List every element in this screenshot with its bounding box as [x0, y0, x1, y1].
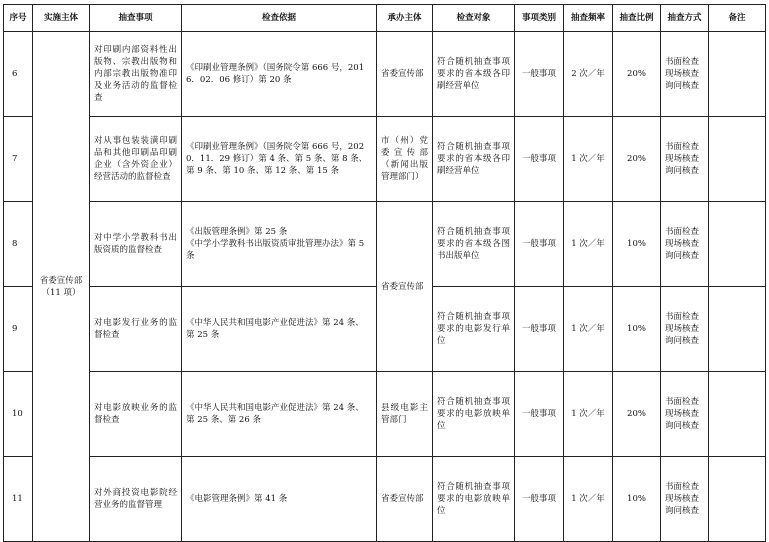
row-frequency: 1 次／年 [564, 117, 613, 202]
row-basis: 《印刷业管理条例》（国务院令第 666 号，2016．02．06 修订）第 20 条 [182, 32, 377, 117]
row-target: 符合随机抽查事项要求的省本级各印刷经营单位 [433, 32, 515, 117]
row-category: 一般事项 [515, 372, 564, 457]
header-item: 抽查事项 [90, 5, 182, 32]
header-no: 序号 [4, 5, 33, 32]
row-no: 6 [4, 32, 33, 117]
table-row [4, 32, 766, 117]
row-frequency: 2 次／年 [564, 32, 613, 117]
row-item: 对电影放映业务的监督检查 [90, 372, 182, 457]
header-implementing-body: 实施主体 [33, 5, 90, 32]
row-ratio: 20% [613, 372, 661, 457]
header-target: 检查对象 [433, 5, 515, 32]
row-item: 对从事包装装潢印刷品和其他印刷品印刷企业（含外资企业）经营活动的监督检查 [90, 117, 182, 202]
row-frequency: 1 次／年 [564, 457, 613, 542]
row-target: 符合随机抽查事项要求的省本级各印刷经营单位 [433, 117, 515, 202]
table-row [4, 117, 766, 202]
row-category: 一般事项 [515, 287, 564, 372]
row-note [709, 202, 766, 287]
table-row [4, 202, 766, 287]
row-item: 对外商投资电影院经营业务的监督管理 [90, 457, 182, 542]
row-item: 对印刷内部资料性出版物、宗教出版物和内部宗教出版物准印及业务活动的监督检查 [90, 32, 182, 117]
inspection-table [3, 4, 766, 542]
row-method: 书面检查 现场核查 询问核查 [661, 372, 709, 457]
row-category: 一般事项 [515, 32, 564, 117]
row-method: 书面检查 现场核查 询问核查 [661, 457, 709, 542]
merged-organizer-cell: 省委宣传部 [377, 202, 433, 372]
row-organizer: 省委宣传部 [377, 457, 433, 542]
row-target: 符合随机抽查事项要求的电影放映单位 [433, 372, 515, 457]
header-ratio: 抽查比例 [613, 5, 661, 32]
row-item: 对电影发行业务的监督检查 [90, 287, 182, 372]
row-category: 一般事项 [515, 202, 564, 287]
row-method: 书面检查 现场核查 询问核查 [661, 117, 709, 202]
row-method: 书面检查 现场核查 询问核查 [661, 32, 709, 117]
row-ratio: 10% [613, 202, 661, 287]
header-row [4, 5, 766, 32]
row-method: 书面检查 现场核查 询问核查 [661, 202, 709, 287]
row-no: 9 [4, 287, 33, 372]
row-no: 10 [4, 372, 33, 457]
row-no: 8 [4, 202, 33, 287]
row-note [709, 32, 766, 117]
row-target: 符合随机抽查事项要求的电影发行单位 [433, 287, 515, 372]
row-basis: 《电影管理条例》第 41 条 [182, 457, 377, 542]
header-basis: 检查依据 [182, 5, 377, 32]
row-basis: 《出版管理条例》第 25 条 《中学小学教科书出版资质审批管理办法》第 5 条 [182, 202, 377, 287]
row-note [709, 287, 766, 372]
row-frequency: 1 次／年 [564, 287, 613, 372]
header-category: 事项类别 [515, 5, 564, 32]
row-ratio: 20% [613, 32, 661, 117]
header-organizer: 承办主体 [377, 5, 433, 32]
row-method: 书面检查 现场核查 询问核查 [661, 287, 709, 372]
row-ratio: 20% [613, 117, 661, 202]
row-category: 一般事项 [515, 457, 564, 542]
header-note: 备注 [709, 5, 766, 32]
row-category: 一般事项 [515, 117, 564, 202]
row-basis: 《中华人民共和国电影产业促进法》第 24 条、第 25 条 [182, 287, 377, 372]
row-basis: 《中华人民共和国电影产业促进法》第 24 条、第 25 条、第 26 条 [182, 372, 377, 457]
row-note [709, 117, 766, 202]
row-basis: 《印刷业管理条例》（国务院令第 666 号，2020．11．29 修订）第 4 条、第 5 条、第 8 条、第 9 条、第 10 条、第 12 条、第 15 条 [182, 117, 377, 202]
inspection-table-wrapper [3, 4, 766, 542]
row-organizer: 市（州）党委宣传部（新闻出版管理部门） [377, 117, 433, 202]
implementing-body-cell: 省委宣传部 （11 项） [33, 32, 90, 542]
header-method: 抽查方式 [661, 5, 709, 32]
row-no: 7 [4, 117, 33, 202]
row-frequency: 1 次／年 [564, 202, 613, 287]
row-note [709, 372, 766, 457]
row-item: 对中学小学教科书出版资质的监督检查 [90, 202, 182, 287]
row-target: 符合随机抽查事项要求的省本级各图书出版单位 [433, 202, 515, 287]
row-organizer: 县级电影主管部门 [377, 372, 433, 457]
row-frequency: 1 次／年 [564, 372, 613, 457]
header-frequency: 抽查频率 [564, 5, 613, 32]
row-ratio: 10% [613, 457, 661, 542]
row-organizer: 省委宣传部 [377, 32, 433, 117]
row-target: 符合随机抽查事项要求的电影放映单位 [433, 457, 515, 542]
row-no: 11 [4, 457, 33, 542]
table-row [4, 372, 766, 457]
row-ratio: 10% [613, 287, 661, 372]
